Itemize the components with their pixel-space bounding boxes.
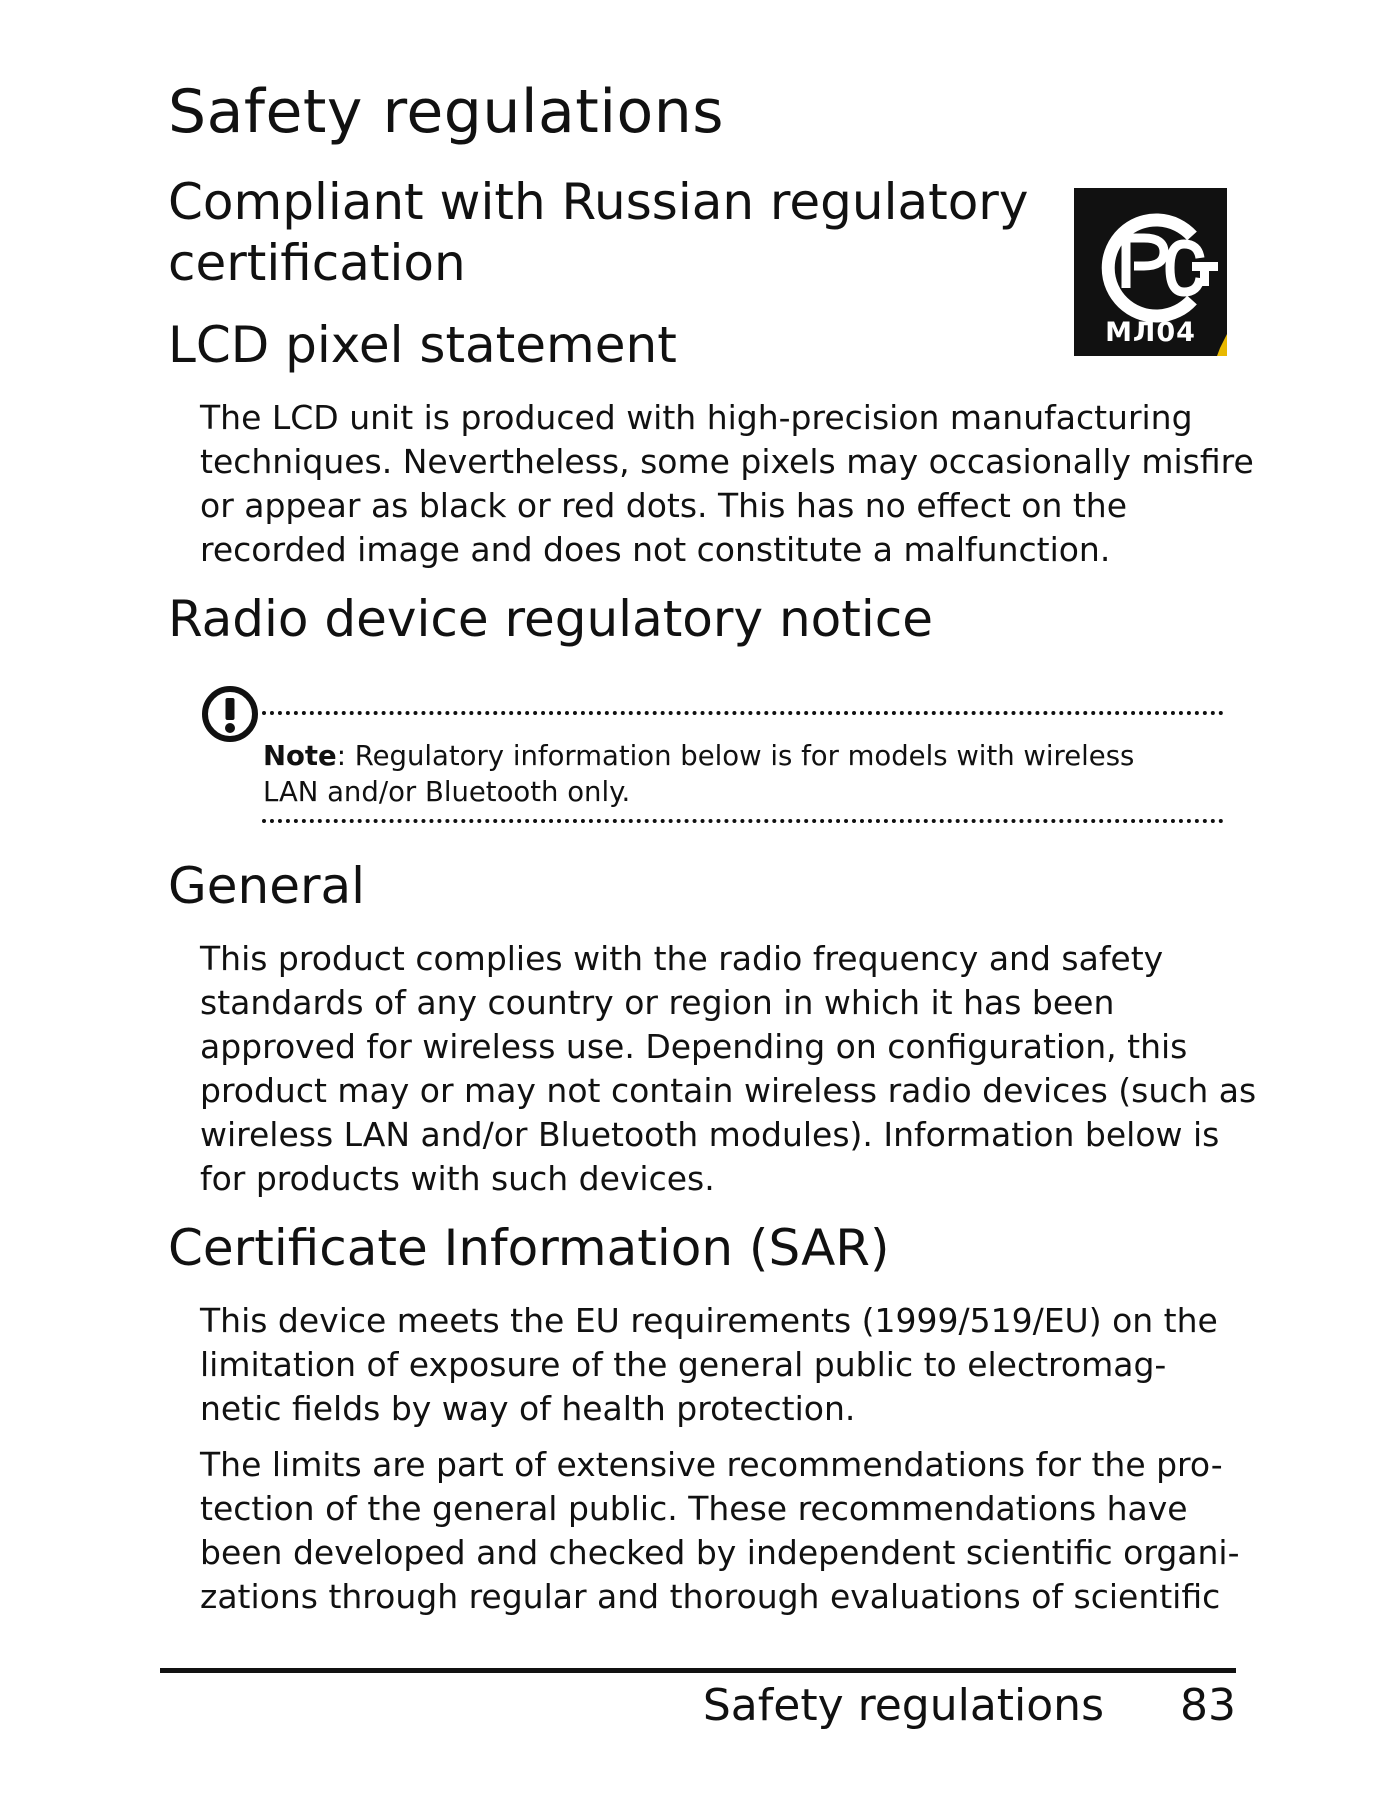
- sar-p1-line-3: netic fields by way of health protection.: [200, 1389, 856, 1428]
- note-line-1: [263, 738, 1134, 774]
- lcd-line-1: The LCD unit is produced with high-precision manufacturing: [200, 398, 1193, 437]
- lcd-line-3: or appear as black or red dots. This has no effect on the: [200, 486, 1128, 525]
- general-heading: General: [168, 857, 366, 915]
- sar-p1-line-2: limitation of exposure of the general public to electromag-: [200, 1345, 1167, 1384]
- page-title: Safety regulations: [168, 77, 725, 147]
- note-line-2: LAN and/or Bluetooth only.: [263, 776, 631, 808]
- sar-p1-line-1: This device meets the EU requirements (1999/519/EU) on the: [200, 1301, 1218, 1340]
- general-line-6: for products with such devices.: [200, 1159, 715, 1198]
- lcd-line-2: techniques. Nevertheless, some pixels may occasionally misfire: [200, 442, 1254, 481]
- note-bottom-divider: [262, 819, 1224, 823]
- sar-p2-line-2: tection of the general public. These recommendations have: [200, 1489, 1188, 1528]
- certification-code: МЛ04: [1105, 317, 1196, 348]
- sar-p2-line-3: been developed and checked by independent scientific organi-: [200, 1533, 1240, 1572]
- general-line-5: wireless LAN and/or Bluetooth modules). Information below is: [200, 1115, 1220, 1154]
- sar-heading: Certificate Information (SAR): [168, 1219, 890, 1277]
- general-line-4: product may or may not contain wireless radio devices (such as: [200, 1071, 1257, 1110]
- general-line-2: standards of any country or region in which it has been: [200, 983, 1115, 1022]
- note-top-divider: [262, 711, 1224, 715]
- general-line-1: This product complies with the radio frequency and safety: [200, 939, 1164, 978]
- page-number: 83: [1180, 1680, 1236, 1731]
- exclamation-icon: [199, 683, 261, 745]
- sar-p2-line-4: zations through regular and thorough evaluations of scientific: [200, 1577, 1221, 1616]
- radio-heading: Radio device regulatory notice: [168, 590, 933, 648]
- russian-heading-line-1: Compliant with Russian regulatory: [168, 173, 1029, 231]
- russian-certification-mark-icon: [1074, 188, 1227, 356]
- note-label: Note: [263, 740, 337, 772]
- general-line-3: approved for wireless use. Depending on configuration, this: [200, 1027, 1188, 1066]
- sar-p2-line-1: The limits are part of extensive recommendations for the pro-: [200, 1445, 1223, 1484]
- russian-heading-line-2: certification: [168, 234, 466, 292]
- lcd-heading: LCD pixel statement: [168, 316, 677, 374]
- footer-rule: [160, 1668, 1236, 1673]
- lcd-line-4: recorded image and does not constitute a malfunction.: [200, 530, 1111, 569]
- note-text-1: : Regulatory information below is for models with wireless: [336, 740, 1135, 772]
- footer-title: Safety regulations: [702, 1680, 1104, 1731]
